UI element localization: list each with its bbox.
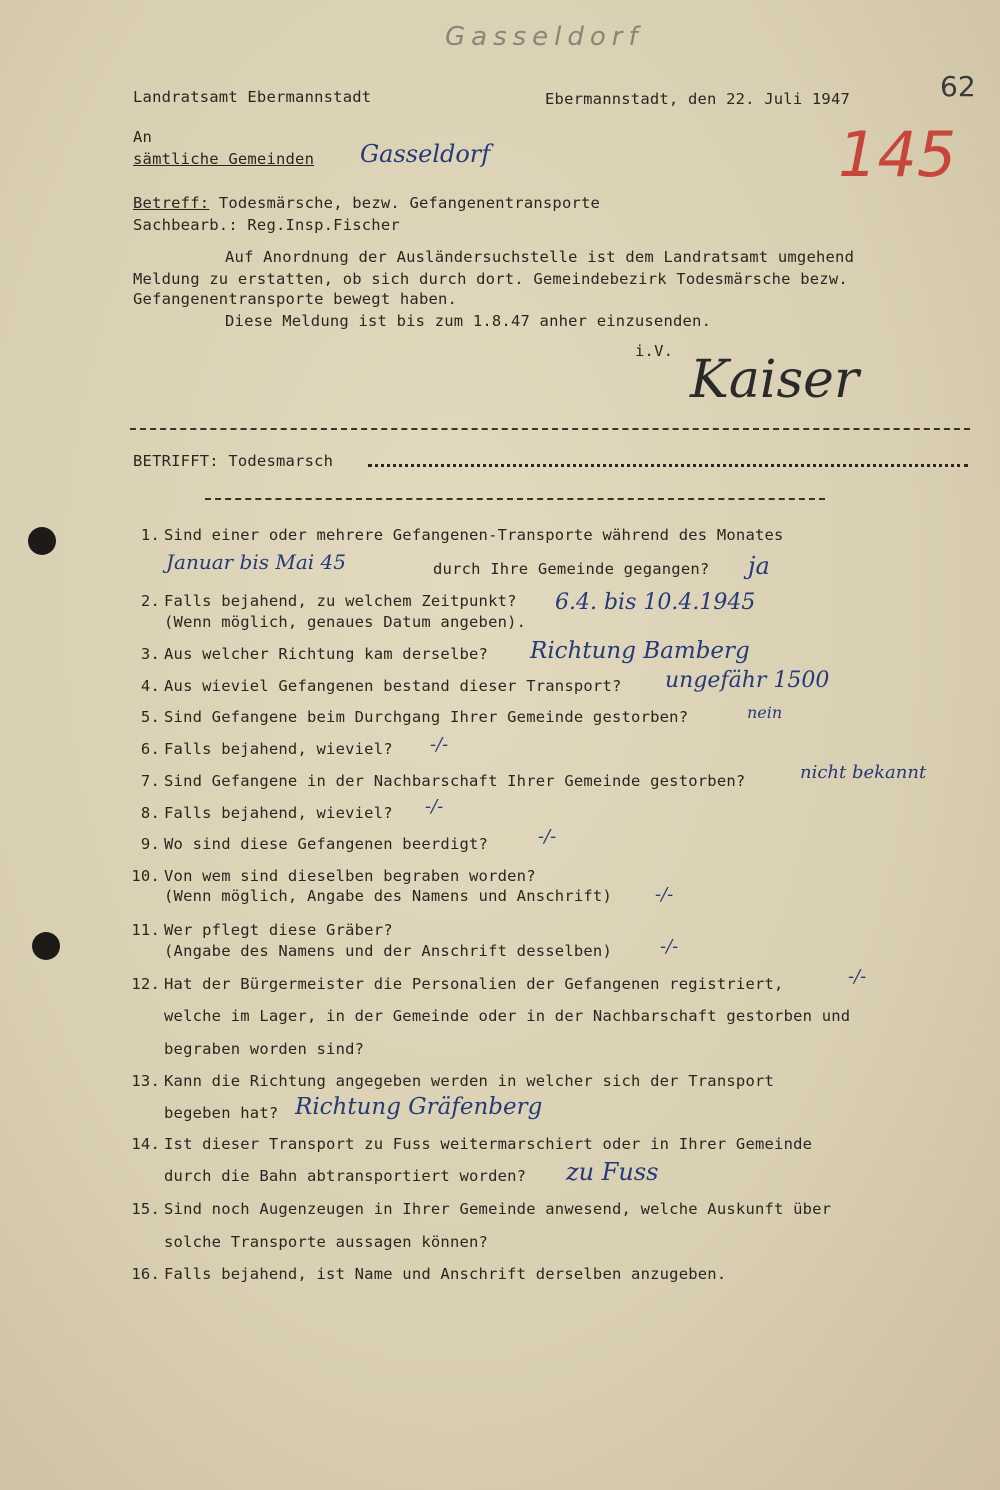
body-line-2: Meldung zu erstatten, ob sich durch dort. Gemeindebezirk Todesmärsche bezw. [133, 270, 848, 288]
answer-14: zu Fuss [566, 1158, 659, 1186]
question-11-line2: (Angabe des Namens und der Anschrift desselben) [164, 942, 612, 960]
answer-8: -/- [425, 796, 444, 817]
body-line-3: Gefangenentransporte bewegt haben. [133, 290, 458, 308]
answer-13: Richtung Gräfenberg [295, 1094, 543, 1120]
question-2-line2: (Wenn möglich, genaues Datum angeben). [164, 613, 527, 631]
subject-text: Todesmärsche, bezw. Gefangenentransporte [218, 194, 601, 212]
subject-label: Betreff: [133, 194, 210, 212]
question-16: 16. Falls bejahend, ist Name und Anschrift derselben anzugeben. [131, 1265, 727, 1283]
question-3: 3. Aus welcher Richtung kam derselbe? [140, 645, 489, 663]
question-1: 1. Sind einer oder mehrere Gefangenen-Transporte während des Monates [140, 526, 784, 544]
punch-hole-bottom [32, 932, 60, 960]
answer-6: -/- [430, 734, 449, 755]
answer-2: 6.4. bis 10.4.1945 [555, 590, 756, 615]
answer-9: -/- [538, 826, 557, 847]
question-12-line2: welche im Lager, in der Gemeinde oder in der Nachbarschaft gestorben und [164, 1007, 851, 1025]
answer-5: nein [747, 703, 783, 722]
question-13-line2: begeben hat? [164, 1104, 279, 1122]
question-7: 7. Sind Gefangene in der Nachbarschaft Ihrer Gemeinde gestorben? [140, 772, 746, 790]
question-12-line3: begraben worden sind? [164, 1040, 365, 1058]
addressee-line2: sämtliche Gemeinden [133, 150, 315, 168]
question-10: 10. Von wem sind dieselben begraben worden? [131, 867, 536, 885]
place-and-date: Ebermannstadt, den 22. Juli 1947 [545, 90, 851, 108]
question-15: 15. Sind noch Augenzeugen in Ihrer Gemeinde anwesend, welche Auskunft über [131, 1200, 832, 1218]
answer-12: -/- [848, 966, 867, 987]
question-14-line2: durch die Bahn abtransportiert worden? [164, 1167, 527, 1185]
divider-form [205, 498, 825, 500]
question-13: 13. Kann die Richtung angegeben werden in welcher sich der Transport [131, 1072, 775, 1090]
divider-top [130, 428, 970, 430]
question-15-line2: solche Transporte aussagen können? [164, 1233, 489, 1251]
form-title-dots [368, 464, 968, 467]
subject-line [133, 194, 600, 212]
question-10-line2: (Wenn möglich, Angabe des Namens und Anschrift) [164, 887, 612, 905]
question-4: 4. Aus wieviel Gefangenen bestand dieser Transport? [140, 677, 622, 695]
iv-marker: i.V. [635, 342, 674, 360]
question-11: 11. Wer pflegt diese Gräber? [131, 921, 393, 939]
answer-3: Richtung Bamberg [530, 638, 750, 664]
issuing-office: Landratsamt Ebermannstadt [133, 88, 372, 106]
question-12: 12. Hat der Bürgermeister die Personalien der Gefangenen registriert, [131, 975, 784, 993]
answer-7: nicht bekannt [800, 762, 927, 783]
question-14: 14. Ist dieser Transport zu Fuss weitermarschiert oder in Ihrer Gemeinde [131, 1135, 813, 1153]
red-register-number: 145 [838, 118, 957, 191]
body-line-1: Auf Anordnung der Ausländersuchstelle ist dem Landratsamt umgehend [225, 248, 855, 266]
punch-hole-top [28, 527, 56, 555]
body-line-4: Diese Meldung ist bis zum 1.8.47 anher einzusenden. [225, 312, 712, 330]
handwritten-place-pencil: Gasseldorf [445, 22, 644, 52]
answer-1: ja [748, 552, 770, 580]
addressee-line1: An [133, 128, 153, 146]
question-5: 5. Sind Gefangene beim Durchgang Ihrer Gemeinde gestorben? [140, 708, 689, 726]
addressee-handwritten: Gasseldorf [360, 140, 491, 168]
question-8: 8. Falls bejahend, wieviel? [140, 804, 393, 822]
signature: Kaiser [690, 350, 859, 410]
answer-11: -/- [660, 936, 679, 957]
question-1-line2: durch Ihre Gemeinde gegangen? [433, 560, 710, 578]
question-6: 6. Falls bejahend, wieviel? [140, 740, 393, 758]
page-number: 62 [940, 70, 976, 103]
answer-10: -/- [655, 884, 674, 905]
clerk-line: Sachbearb.: Reg.Insp.Fischer [133, 216, 400, 234]
question-1-month-fill: Januar bis Mai 45 [166, 550, 346, 574]
form-title: BETRIFFT: Todesmarsch [133, 452, 334, 470]
question-2: 2. Falls bejahend, zu welchem Zeitpunkt? [140, 592, 517, 610]
question-9: 9. Wo sind diese Gefangenen beerdigt? [140, 835, 489, 853]
answer-4: ungefähr 1500 [665, 668, 830, 693]
